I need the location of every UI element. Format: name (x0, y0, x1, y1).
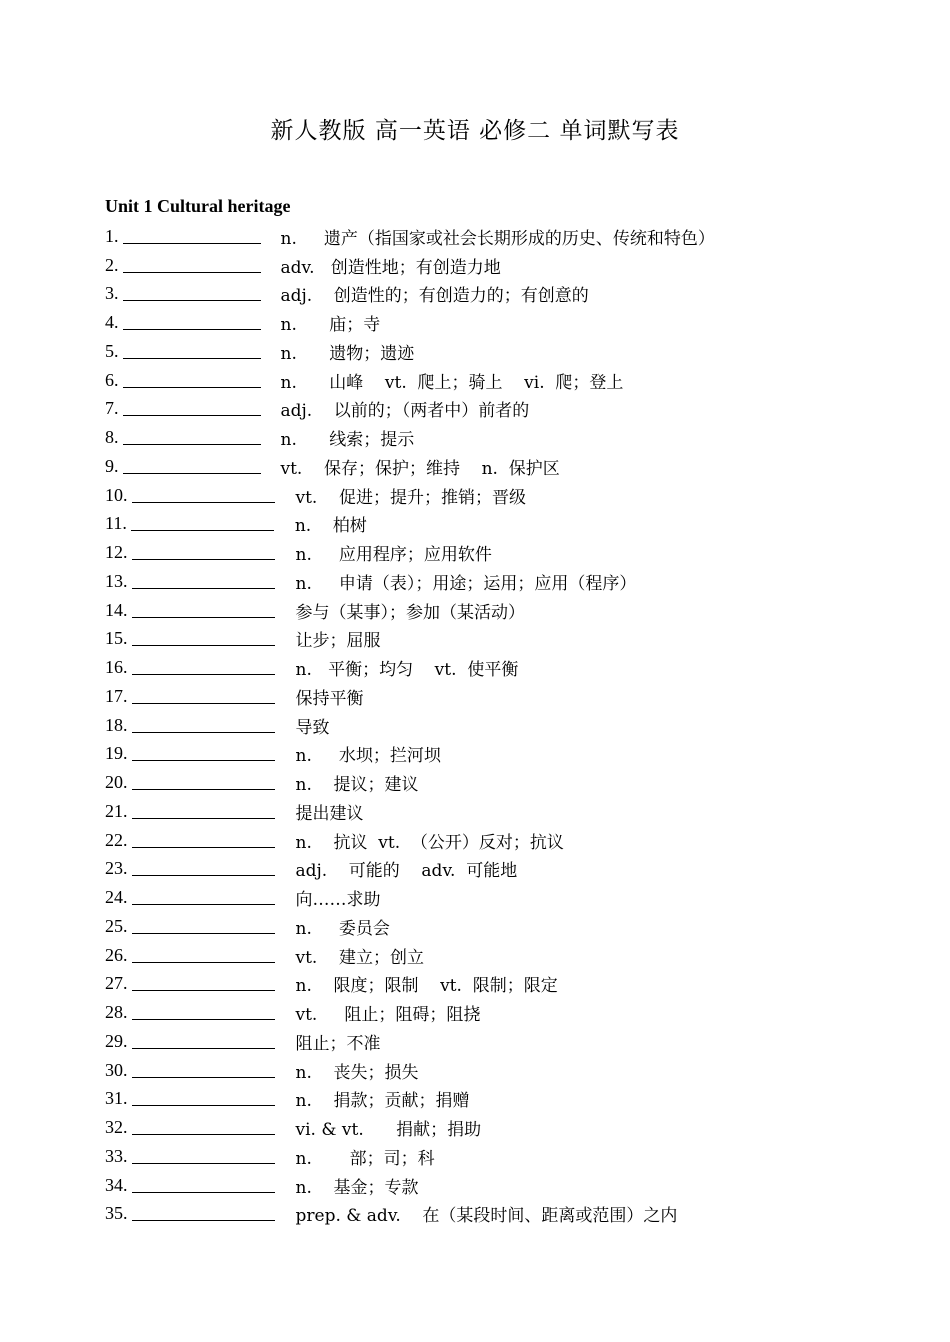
item-definition: adj. 以前的；（两者中）前者的 (280, 401, 530, 422)
answer-blank[interactable] (132, 1063, 275, 1078)
word-list (105, 222, 905, 1228)
list-item (105, 653, 905, 682)
item-definition: n. 山峰 vt. 爬上；骑上 vi. 爬；登上 (280, 372, 624, 393)
item-number: 34. (105, 1174, 128, 1195)
unit-heading: Unit 1 Cultural heritage (105, 196, 291, 216)
answer-blank[interactable] (123, 258, 261, 273)
item-number: 26. (105, 944, 128, 965)
list-item (105, 912, 905, 941)
item-definition: 让步；屈服 (295, 631, 381, 652)
item-definition: vt. 促进；提升；推销；晋级 (295, 487, 526, 508)
item-definition: n. 提议；建议 (295, 775, 419, 796)
item-number: 22. (105, 829, 128, 850)
item-number: 15. (105, 628, 128, 649)
item-number: 23. (105, 858, 128, 879)
item-number: 24. (105, 887, 128, 908)
item-number: 6. (105, 369, 119, 390)
list-item (105, 1200, 905, 1229)
item-definition: n. 捐款；贡献；捐赠 (295, 1091, 470, 1112)
item-number: 1. (105, 225, 119, 246)
page-title: 新人教版 高一英语 必修二 单词默写表 (270, 118, 680, 144)
answer-blank[interactable] (123, 344, 261, 359)
answer-blank[interactable] (123, 401, 261, 416)
answer-blank[interactable] (123, 286, 261, 301)
list-item (105, 510, 905, 539)
list-item (105, 1171, 905, 1200)
list-item (105, 1113, 905, 1142)
item-definition: adj. 可能的 adv. 可能地 (295, 861, 518, 882)
answer-blank[interactable] (132, 833, 275, 848)
answer-blank[interactable] (132, 1005, 275, 1020)
answer-blank[interactable] (132, 804, 275, 819)
item-definition: vt. 阻止；阻碍；阻挠 (295, 1005, 481, 1026)
item-number: 5. (105, 340, 119, 361)
item-number: 7. (105, 398, 119, 419)
list-item (105, 596, 905, 625)
answer-blank[interactable] (123, 459, 261, 474)
answer-blank[interactable] (132, 890, 275, 905)
item-definition: n. 柏树 (294, 516, 367, 537)
answer-blank[interactable] (132, 718, 275, 733)
list-item (105, 423, 905, 452)
item-number: 2. (105, 254, 119, 275)
list-item (105, 308, 905, 337)
item-definition: 参与（某事）；参加（某活动） (295, 602, 525, 623)
answer-blank[interactable] (132, 545, 275, 560)
item-definition: vt. 保存；保护；维持 n. 保护区 (280, 458, 560, 479)
list-item (105, 998, 905, 1027)
list-item (105, 452, 905, 481)
list-item (105, 222, 905, 251)
list-item (105, 740, 905, 769)
item-definition: n. 限度；限制 vt. 限制；限定 (295, 976, 558, 997)
answer-blank[interactable] (132, 1091, 275, 1106)
item-definition: n. 申请（表）；用途；运用；应用（程序） (295, 573, 637, 594)
item-definition: n. 部；司；科 (295, 1148, 435, 1169)
item-number: 11. (105, 513, 127, 534)
item-number: 8. (105, 427, 119, 448)
list-item (105, 1085, 905, 1114)
list-item (105, 1027, 905, 1056)
answer-blank[interactable] (132, 919, 275, 934)
answer-blank[interactable] (132, 1034, 275, 1049)
item-definition: adj. 创造性的；有创造力的；有创意的 (280, 286, 589, 307)
list-item (105, 567, 905, 596)
list-item (105, 625, 905, 654)
item-number: 19. (105, 743, 128, 764)
item-definition: 保持平衡 (295, 688, 364, 709)
list-item (105, 481, 905, 510)
item-definition: 提出建议 (295, 803, 364, 824)
answer-blank[interactable] (132, 1178, 275, 1193)
item-number: 9. (105, 455, 119, 476)
item-number: 12. (105, 542, 128, 563)
list-item (105, 768, 905, 797)
list-item (105, 395, 905, 424)
item-definition: n. 庙；寺 (280, 315, 381, 336)
item-definition: 导致 (295, 717, 330, 738)
item-definition: n. 水坝；拦河坝 (295, 746, 441, 767)
list-item (105, 538, 905, 567)
item-number: 35. (105, 1203, 128, 1224)
item-definition: n. 丧失；损失 (295, 1062, 419, 1083)
answer-blank[interactable] (123, 229, 261, 244)
item-definition: n. 应用程序；应用软件 (295, 545, 492, 566)
item-number: 32. (105, 1117, 128, 1138)
answer-blank[interactable] (123, 373, 261, 388)
answer-blank[interactable] (132, 948, 275, 963)
item-number: 17. (105, 685, 128, 706)
item-number: 21. (105, 800, 128, 821)
list-item (105, 883, 905, 912)
answer-blank[interactable] (123, 430, 261, 445)
answer-blank[interactable] (132, 775, 275, 790)
item-definition: 阻止；不准 (295, 1033, 381, 1054)
answer-blank[interactable] (132, 1206, 275, 1221)
answer-blank[interactable] (131, 516, 274, 531)
item-definition: vt. 建立；创立 (295, 947, 424, 968)
item-number: 33. (105, 1145, 128, 1166)
item-number: 25. (105, 915, 128, 936)
item-number: 18. (105, 714, 128, 735)
answer-blank[interactable] (132, 1149, 275, 1164)
item-definition: n. 基金；专款 (295, 1177, 419, 1198)
item-definition: n. 遗产（指国家或社会长期形成的历史、传统和特色） (280, 228, 715, 249)
list-item (105, 280, 905, 309)
item-number: 30. (105, 1059, 128, 1080)
list-item (105, 337, 905, 366)
list-item (105, 1056, 905, 1085)
item-definition: prep. & adv. 在（某段时间、距离或范围）之内 (295, 1206, 678, 1227)
list-item (105, 366, 905, 395)
item-definition: 向……求助 (295, 890, 381, 911)
answer-blank[interactable] (132, 631, 275, 646)
item-definition: n. 遗物；遗迹 (280, 343, 415, 364)
item-number: 3. (105, 283, 119, 304)
item-definition: n. 线索；提示 (280, 430, 415, 451)
answer-blank[interactable] (132, 861, 275, 876)
item-number: 4. (105, 312, 119, 333)
answer-blank[interactable] (132, 488, 275, 503)
answer-blank[interactable] (132, 574, 275, 589)
item-number: 29. (105, 1030, 128, 1051)
answer-blank[interactable] (123, 315, 261, 330)
answer-blank[interactable] (132, 746, 275, 761)
item-definition: n. 平衡；均匀 vt. 使平衡 (295, 660, 519, 681)
item-definition: vi. & vt. 捐献；捐助 (295, 1120, 482, 1141)
list-item (105, 941, 905, 970)
item-number: 20. (105, 772, 128, 793)
answer-blank[interactable] (132, 660, 275, 675)
item-definition: adv. 创造性地；有创造力地 (280, 257, 501, 278)
list-item (105, 1142, 905, 1171)
item-number: 27. (105, 973, 128, 994)
answer-blank[interactable] (132, 976, 275, 991)
answer-blank[interactable] (132, 603, 275, 618)
list-item (105, 970, 905, 999)
item-definition: n. 委员会 (295, 918, 390, 939)
answer-blank[interactable] (132, 1120, 275, 1135)
list-item (105, 682, 905, 711)
item-number: 14. (105, 599, 128, 620)
answer-blank[interactable] (132, 689, 275, 704)
item-definition: n. 抗议 vt. （公开）反对；抗议 (295, 832, 564, 853)
item-number: 10. (105, 484, 128, 505)
item-number: 28. (105, 1002, 128, 1023)
list-item (105, 711, 905, 740)
item-number: 13. (105, 570, 128, 591)
list-item (105, 797, 905, 826)
item-number: 16. (105, 657, 128, 678)
item-number: 31. (105, 1088, 128, 1109)
list-item (105, 855, 905, 884)
list-item (105, 826, 905, 855)
list-item (105, 251, 905, 280)
